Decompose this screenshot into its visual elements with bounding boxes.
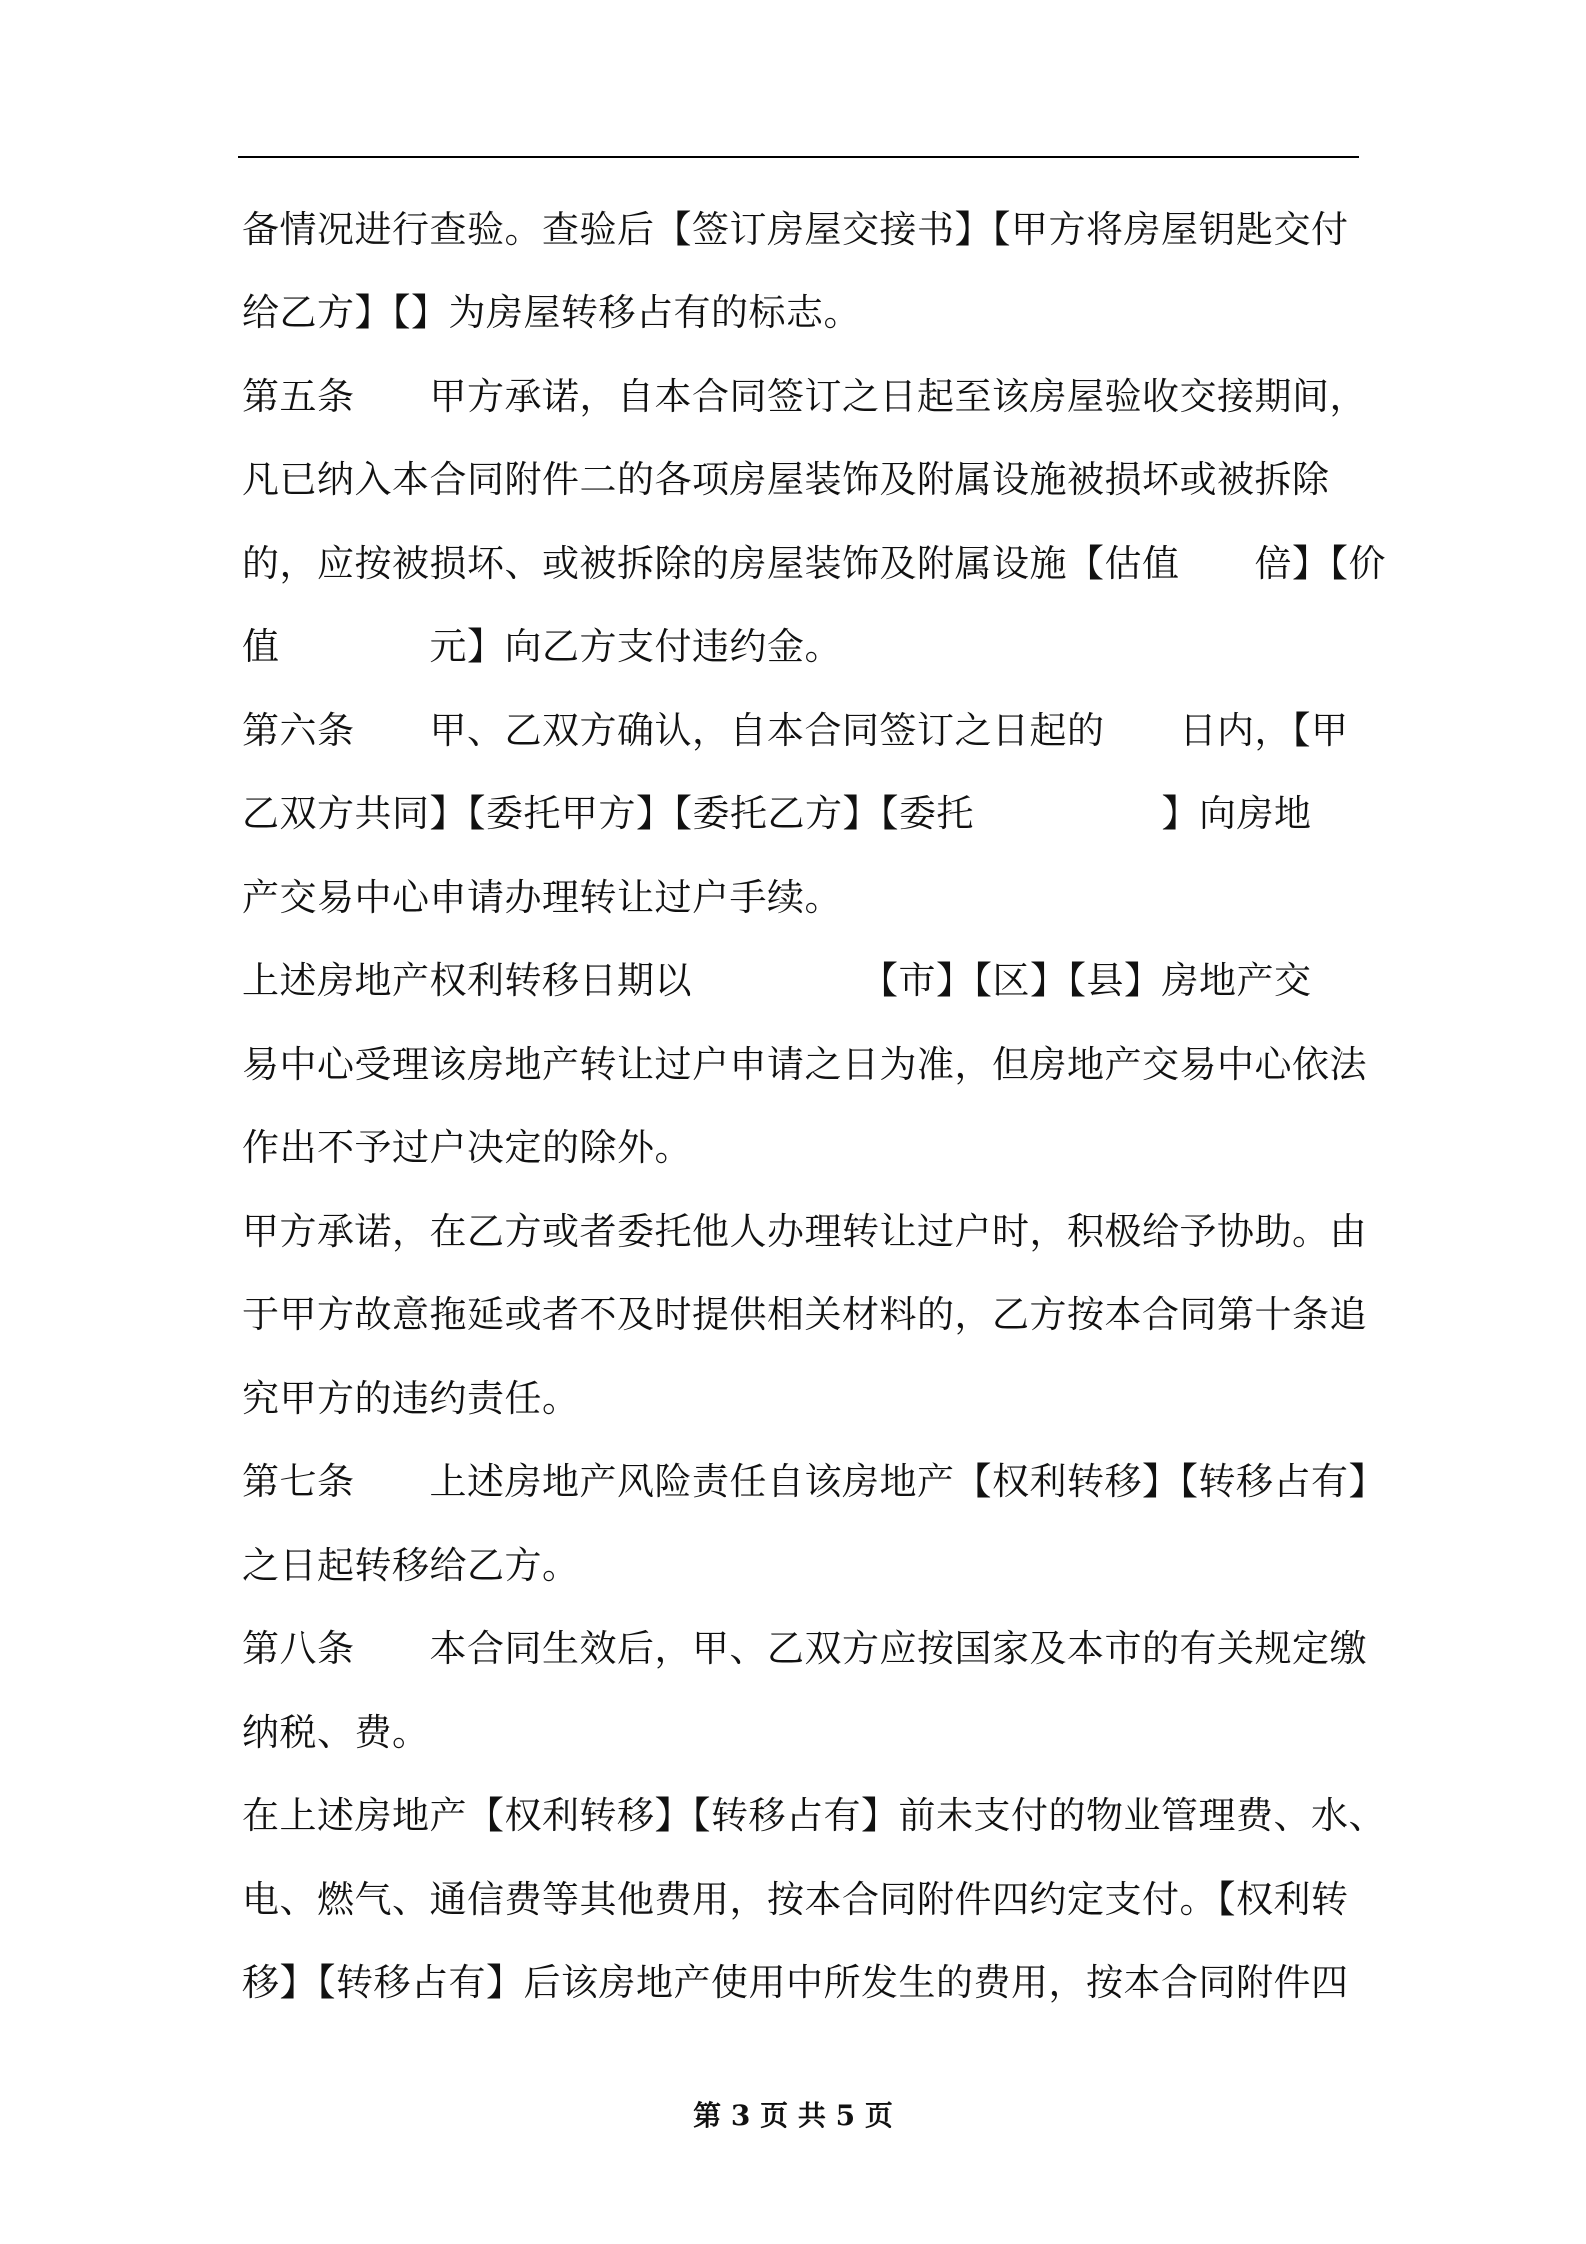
page-number-footer: 第 3 页 共 5 页 xyxy=(693,2099,893,2132)
text-line: 作出不予过户决定的除外。 xyxy=(242,1126,692,1169)
text-line: 纳税、费。 xyxy=(242,1711,430,1754)
text-line: 在上述房地产【权利转移】【转移占有】前未支付的物业管理费、水、 xyxy=(242,1794,1386,1837)
text-line: 的，应按被损坏、或被拆除的房屋装饰及附属设施【估值 倍】【价 xyxy=(242,542,1386,585)
text-line: 第八条 本合同生效后，甲、乙双方应按国家及本市的有关规定缴 xyxy=(242,1627,1367,1670)
text-line: 给乙方】【】为房屋转移占有的标志。 xyxy=(242,291,861,334)
text-line: 电、燃气、通信费等其他费用，按本合同附件四约定支付。【权利转 xyxy=(242,1878,1349,1921)
text-line: 产交易中心申请办理转让过户手续。 xyxy=(242,876,842,919)
text-line: 移】【转移占有】后该房地产使用中所发生的费用，按本合同附件四 xyxy=(242,1961,1349,2004)
text-line: 究甲方的违约责任。 xyxy=(242,1377,580,1420)
text-line: 乙双方共同】【委托甲方】【委托乙方】【委托 】向房地 xyxy=(242,792,1312,835)
text-line: 易中心受理该房地产转让过户申请之日为准，但房地产交易中心依法 xyxy=(242,1043,1367,1086)
text-line: 之日起转移给乙方。 xyxy=(242,1544,580,1587)
header-rule xyxy=(238,156,1359,158)
text-line: 第七条 上述房地产风险责任自该房地产【权利转移】【转移占有】 xyxy=(242,1460,1386,1503)
text-line: 备情况进行查验。查验后【签订房屋交接书】【甲方将房屋钥匙交付 xyxy=(242,208,1349,251)
text-line: 第五条 甲方承诺，自本合同签订之日起至该房屋验收交接期间， xyxy=(242,375,1367,418)
text-line: 值 元】向乙方支付违约金。 xyxy=(242,625,842,668)
text-line: 于甲方故意拖延或者不及时提供相关材料的，乙方按本合同第十条追 xyxy=(242,1293,1367,1336)
text-line: 凡已纳入本合同附件二的各项房屋装饰及附属设施被损坏或被拆除 xyxy=(242,458,1330,501)
text-line: 甲方承诺，在乙方或者委托他人办理转让过户时，积极给予协助。由 xyxy=(242,1210,1367,1253)
text-line: 第六条 甲、乙双方确认，自本合同签订之日起的 日内，【甲 xyxy=(242,709,1349,752)
text-line: 上述房地产权利转移日期以 【市】【区】【县】房地产交 xyxy=(242,959,1312,1002)
